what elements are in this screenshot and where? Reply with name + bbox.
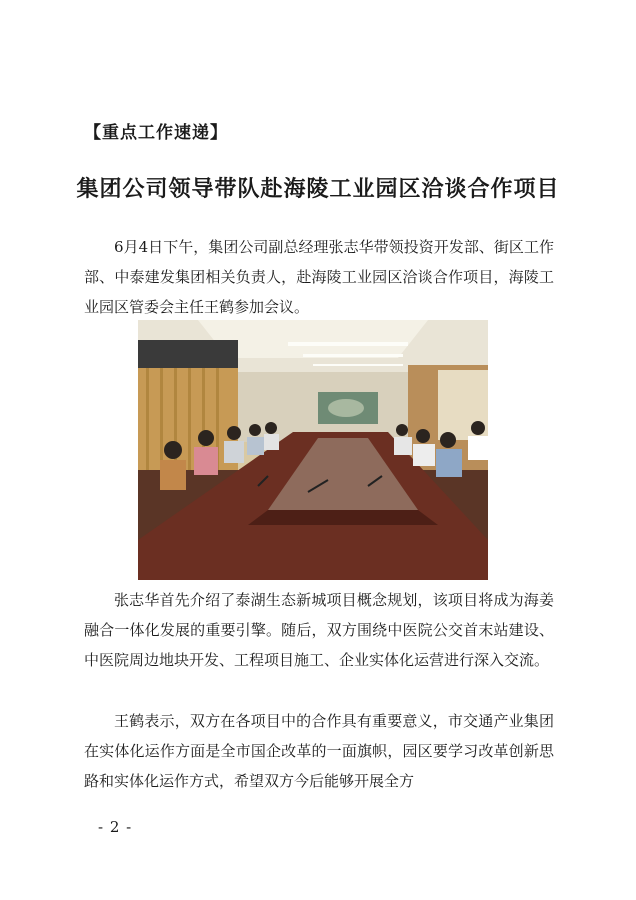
article-paragraph: 张志华首先介绍了泰湖生态新城项目概念规划，该项目将成为海姜融合一体化发展的重要引擎。随后，双方围绕中医院公交首末站建设、中医院周边地块开发、工程项目施工、企业实体化运营进行深入交流。: [84, 591, 554, 669]
section-tag: 【重点工作速递】: [84, 123, 228, 143]
article-headline: 集团公司领导带队赴海陵工业园区洽谈合作项目: [76, 176, 560, 202]
page-number: - 2 -: [98, 818, 133, 836]
article-paragraph: 王鹤表示，双方在各项目中的合作具有重要意义，市交通产业集团在实体化运作方面是全市国企改革的一面旗帜，园区要学习改革创新思路和实体化运作方式，希望双方今后能够开展全方: [84, 712, 554, 790]
article-paragraph: 6月4日下午，集团公司副总经理张志华带领投资开发部、街区工作部、中泰建发集团相关负责人，赴海陵工业园区洽谈合作项目，海陵工业园区管委会主任王鹤参加会议。: [84, 238, 554, 316]
meeting-photo: [138, 320, 488, 580]
